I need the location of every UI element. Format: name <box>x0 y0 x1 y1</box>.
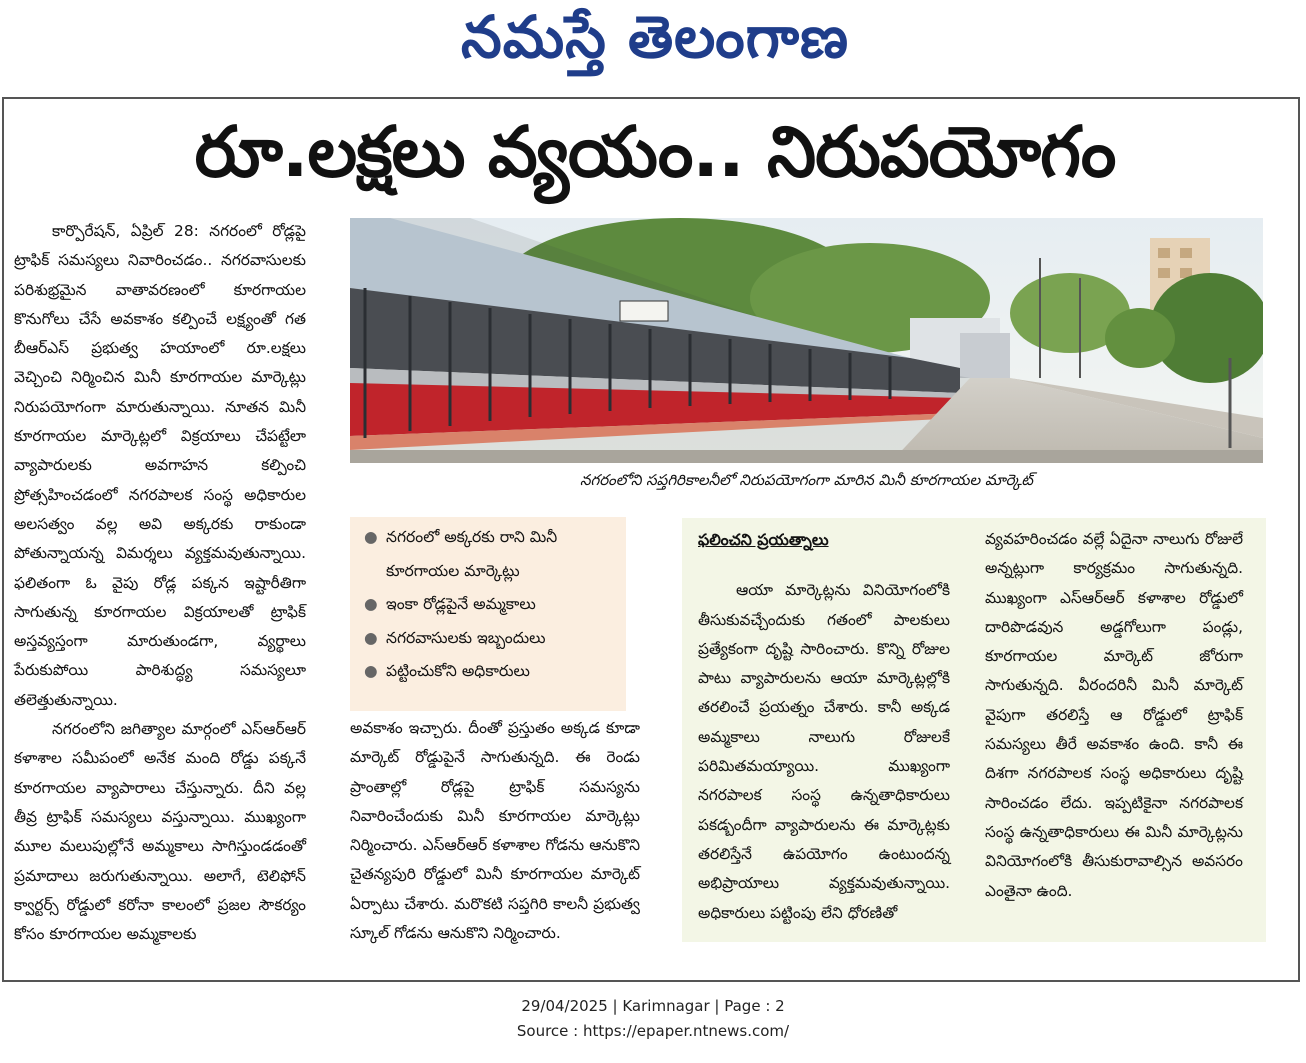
highlight-item: ● పట్టించుకోని అధికారులు <box>362 655 626 689</box>
sidebar-column-2 <box>985 525 1243 906</box>
highlight-item: ● ఇంకా రోడ్లపైనే అమ్మకాలు <box>362 588 626 622</box>
article-middle-column <box>350 714 640 948</box>
paragraph-jagtial-road: నగరంలోని జగిత్యాల మార్గంలో ఎస్ఆర్ఆర్ కళాశాల సమీపంలో అనేక మంది రోడ్డు పక్కనే కూరగాయల వ్యాపారాలు చేస్తున్నారు. దీని వల్ల తీవ్ర ట్రాఫిక్ సమస్యలు వస్తున్నాయి. ముఖ్యంగా మూల మలుపుల్లోనే అమ్మకాలు సాగిస్తుండడంతో ప్రమాదాలు జరుగుతున్నాయి. అలాగే, టెలిఫోన్ క్వార్టర్స్ రోడ్డులో కరోనా కాలంలో ప్రజల సౌకర్యం కోసం కూరగాయల అమ్మకాలకు <box>14 720 306 944</box>
bullet-icon: ● <box>364 528 378 546</box>
photo-caption: నగరంలోని సప్తగిరికాలనీలో నిరుపయోగంగా మారిన మినీ కూరగాయల మార్కెట్ <box>579 471 1034 489</box>
sidebar-title: ఫలించని ప్రయత్నాలు <box>698 530 829 549</box>
highlight-item: ● నగరంలో అక్కరకు రాని మినీ కూరగాయల మార్కెట్లు <box>362 521 626 588</box>
frame-left-border <box>2 97 4 982</box>
frame-bottom-border <box>2 980 1300 982</box>
market-photo <box>350 218 1263 463</box>
paragraph-continued: అవకాశం ఇచ్చారు. దీంతో ప్రస్తుతం అక్కడ కూడా మార్కెట్ రోడ్డుపైనే సాగుతున్నది. ఈ రెండు ప్రాంతాల్లో రోడ్లపై ట్రాఫిక్ సమస్యను నివారించేందుకు మినీ కూరగాయల మార్కెట్లు నిర్మించారు. ఎస్ఆర్ఆర్ కళాశాల గోడను ఆనుకొని చైతన్యపురి రోడ్డులో మినీ కూరగాయల మార్కెట్ ఏర్పాటు చేశారు. మరొకటి సప్తగిరి కాలనీ ప్రభుత్వ స్కూల్ గోడను ఆనుకొని నిర్మించారు. <box>350 719 640 943</box>
frame-top-border <box>2 97 1300 99</box>
article-left-column <box>14 217 306 949</box>
bullet-icon: ● <box>364 662 378 680</box>
highlights-box <box>350 517 626 711</box>
sidebar-paragraph-1: ఆయా మార్కెట్లను వినియోగంలోకి తీసుకువచ్చేందుకు గతంలో పాలకులు ప్రత్యేకంగా దృష్టి సారించారు. కొన్ని రోజుల పాటు వ్యాపారులను ఆయా మార్కెట్లల్లోకి తరలించే ప్రయత్నం చేశారు. కానీ అక్కడ అమ్మకాలు నాలుగు రోజులకే పరిమితమయ్యాయి. ముఖ్యంగా నగరపాలక సంస్థ ఉన్నతాధికారులు పకడ్బందీగా వ్యాపారులను ఈ మార్కెట్లకు తరలిస్తేనే ఉపయోగం ఉంటుందన్న అభిప్రాయాలు వ్యక్తమవుతున్నాయి. అధికారులు పట్టింపు లేని ధోరణితో <box>698 581 950 922</box>
bullet-icon: ● <box>364 595 378 613</box>
sidebar-column-1 <box>698 525 950 928</box>
sidebar-paragraph-2: వ్యవహరించడం వల్లే ఏదైనా నాలుగు రోజులే అన్నట్లుగా కార్యక్రమం సాగుతున్నది. ముఖ్యంగా ఎస్ఆర్ఆర్ కళాశాల రోడ్డులో దారిపొడవున అడ్డగోలుగా పండ్లు, కూరగాయల మార్కెట్ జోరుగా సాగుతున్నది. వీరందరినీ మినీ మార్కెట్ వైపుగా తరలిస్తే ఆ రోడ్డులో ట్రాఫిక్ సమస్యలు తీరే అవకాశం ఉంది. కానీ ఈ దిశగా నగరపాలక సంస్థ అధికారులు దృష్టి సారించడం లేదు. ఇప్పటికైనా నగరపాలక సంస్థ ఉన్నతాధికారులు ఈ మినీ మార్కెట్లను వినియోగంలోకి తీసుకురావాల్సిన అవసరం ఎంతైనా ఉంది. <box>985 530 1243 900</box>
frame-right-border <box>1298 97 1300 982</box>
highlight-item: ● నగరవాసులకు ఇబ్బందులు <box>362 622 626 656</box>
footer-date-edition: 29/04/2025 | Karimnagar | Page : 2 <box>521 997 785 1015</box>
footer-source: Source : https://epaper.ntnews.com/ <box>516 1022 790 1040</box>
article-headline: రూ.లక్షలు వ్యయం.. నిరుపయోగం <box>194 111 1116 193</box>
bullet-icon: ● <box>364 628 378 647</box>
newspaper-masthead: నమస్తే తెలంగాణ <box>461 2 849 71</box>
paragraph-intro: కార్పొరేషన్, ఏప్రిల్ 28: నగరంలో రోడ్లపై ట్రాఫిక్ సమస్యలు నివారించడం.. నగరవాసులకు పరిశుభ్రమైన వాతావరణంలో కూరగాయల కొనుగోలు చేసే అవకాశం కల్పించే లక్ష్యంతో గత బీఆర్ఎస్ ప్రభుత్వ హయాంలో రూ.లక్షలు వెచ్చించి నిర్మించిన మినీ కూరగాయల మార్కెట్లు నిరుపయోగంగా మారుతున్నాయి. నూతన మినీ కూరగాయల మార్కెట్లలో విక్రయాలు చేపట్టేలా వ్యాపారులకు అవగాహన కల్పించి ప్రోత్సహించడంలో నగరపాలక సంస్థ అధికారుల అలసత్వం వల్ల అవి అక్కరకు రాకుండా పోతున్నాయన్న విమర్శలు వ్యక్తమవుతున్నాయి. ఫలితంగా ఓ వైపు రోడ్ల పక్కన ఇష్టారీతిగా సాగుతున్న కూరగాయల విక్రయాలతో ట్రాఫిక్ అస్తవ్యస్తంగా మారుతుండగా, వ్యర్థాలు పేరుకుపోయి పారిశుద్ధ్య సమస్యలూ తలెత్తుతున్నాయి. <box>14 222 306 709</box>
